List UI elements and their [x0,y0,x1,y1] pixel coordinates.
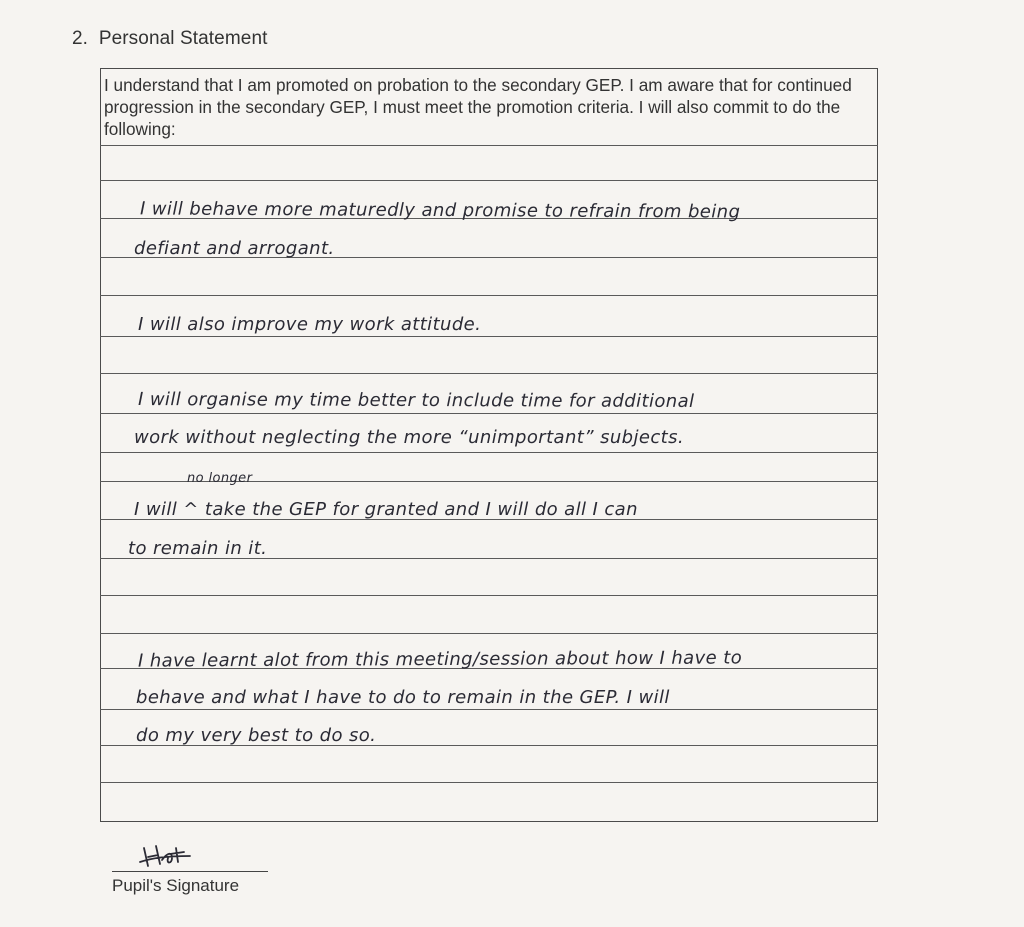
ruled-line [100,180,878,181]
ruled-line [100,413,878,414]
ruled-line [100,336,878,337]
handwritten-line: I have learnt alot from this meeting/session about how I have to [137,647,743,672]
handwritten-line: I will ^ take the GEP for granted and I will do all I can [134,499,638,520]
ruled-line [100,709,878,710]
handwritten-line: to remain in it. [128,538,268,559]
ruled-line [100,373,878,374]
statement-intro: I understand that I am promoted on probation to the secondary GEP. I am aware that for continued progression in the secondary GEP, I must meet the promotion criteria. I will also commit to do the following: [104,75,852,139]
signature-line [112,871,268,872]
handwritten-line: do my very best to do so. [136,725,377,746]
ruled-line [100,145,878,146]
ruled-line [100,782,878,783]
handwritten-line: defiant and arrogant. [134,238,335,259]
handwritten-line: I will also improve my work attitude. [138,314,482,335]
pupil-signature-mark [138,840,192,872]
ruled-line [100,452,878,453]
section-heading [72,28,267,50]
handwritten-line: work without neglecting the more “unimportant” subjects. [134,427,685,448]
handwritten-insertion: no longer [187,471,253,486]
signature-label: Pupil's Signature [112,876,240,895]
ruled-line [100,633,878,634]
handwritten-line: behave and what I have to do to remain in the GEP. I will [136,687,670,708]
handwritten-line: I will behave more maturedly and promise to refrain from being [139,198,741,223]
ruled-line [100,295,878,296]
handwritten-line: I will organise my time better to include time for additional [137,389,695,412]
section-title: Personal Statement [98,28,268,49]
section-number: 2. [72,28,89,49]
ruled-line [100,595,878,596]
